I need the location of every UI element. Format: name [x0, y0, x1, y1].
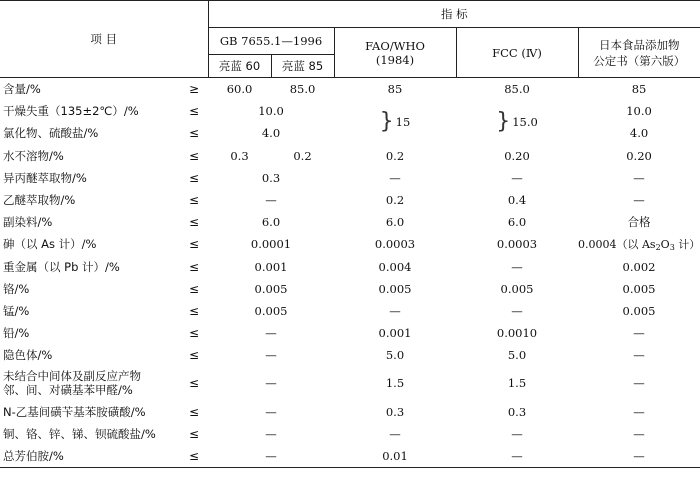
row-label: 砷（以 As 计）/% — [3, 237, 97, 252]
fcc-value: 0.20 — [504, 148, 530, 163]
gb60-value: 0.3 — [230, 148, 249, 163]
gb60-value: 60.0 — [226, 82, 253, 97]
fao-who-line2: (1984) — [375, 52, 415, 67]
gb-value: — — [265, 404, 277, 419]
row-label: 含量/% — [3, 82, 41, 97]
item-header: 项 目 — [0, 1, 208, 78]
gb85-value: 0.2 — [293, 148, 312, 163]
comparison-operator: ≤ — [188, 148, 200, 163]
gb-value: 10.0 — [258, 104, 284, 119]
right-brace-icon: } — [379, 109, 394, 135]
row-label: 锰/% — [3, 303, 30, 318]
row-label: 总芳伯胺/% — [0, 445, 180, 468]
fao-value: 0.001 — [378, 326, 412, 341]
fao-value: 0.2 — [385, 193, 405, 208]
row-label: 铬/% — [3, 281, 30, 296]
right-brace-icon: } — [496, 109, 511, 135]
gb-value: — — [265, 326, 277, 341]
gb-value: — — [208, 445, 334, 468]
fcc-merged-text: 15.0 — [512, 115, 538, 130]
gb-value: 0.3 — [261, 170, 281, 185]
fcc-value: — — [511, 303, 523, 318]
fcc-value: 0.0003 — [496, 237, 538, 252]
comparison-operator: ≤ — [188, 126, 200, 141]
gb-value: — — [265, 348, 277, 363]
jp-value: 0.005 — [622, 303, 656, 318]
table-row — [0, 211, 700, 233]
jp-value: 0.20 — [626, 148, 652, 163]
row-label: 氯化物、硫酸盐/% — [3, 126, 99, 141]
gb-sub-header-85: 亮蓝 85 — [271, 55, 334, 78]
fao-value: — — [389, 170, 401, 185]
fcc-value: — — [511, 170, 523, 185]
jp-subscript-2: 3 — [669, 243, 675, 253]
row-label: 铜、铬、锌、锑、钡硫酸盐/% — [3, 426, 156, 441]
row-label-line2: 邻、间、对磺基苯甲醛/% — [3, 383, 133, 398]
fao-value: 5.0 — [385, 348, 405, 363]
jp-value-mid: O — [660, 238, 670, 252]
jp-value: — — [633, 426, 645, 441]
fcc-value: 0.005 — [500, 281, 534, 296]
comparison-operator: ≤ — [188, 215, 200, 230]
gb-value: 0.0001 — [250, 237, 292, 252]
row-label: 异丙醚萃取物/% — [3, 170, 87, 185]
table-row — [0, 445, 700, 468]
table-row — [0, 300, 700, 322]
gb-value: 0.005 — [254, 303, 288, 318]
table-row — [0, 189, 700, 211]
comparison-operator: ≤ — [188, 237, 200, 252]
fao-value: 0.0003 — [374, 237, 416, 252]
comparison-operator: ≤ — [180, 445, 208, 468]
jp-value: — — [633, 193, 645, 208]
fao-value: 0.3 — [385, 404, 405, 419]
jp-header-line2: 公定书（第六版） — [593, 53, 686, 68]
jp-value: 合格 — [627, 215, 651, 230]
row-label: 副染料/% — [3, 215, 53, 230]
comparison-operator: ≤ — [188, 376, 200, 391]
row-label: N-乙基间磺苄基苯胺磺酸/% — [3, 404, 146, 419]
row-label: 铅/% — [3, 326, 30, 341]
fao-value: 0.005 — [378, 281, 412, 296]
gb-standard-header: GB 7655.1—1996 — [208, 28, 334, 55]
fcc-value: 5.0 — [507, 348, 527, 363]
gb85-value: 85.0 — [289, 82, 316, 97]
table-row — [0, 400, 700, 422]
jp-value: — — [633, 404, 645, 419]
comparison-operator: ≤ — [188, 104, 200, 119]
gb-value: 0.001 — [254, 259, 288, 274]
comparison-operator: ≤ — [188, 170, 200, 185]
jp-value — [578, 233, 700, 255]
gb-value: 4.0 — [261, 126, 281, 141]
comparison-operator: ≤ — [188, 326, 200, 341]
fao-value: — — [389, 303, 401, 318]
fao-value: — — [389, 426, 401, 441]
jp-value-tail: 计） — [674, 238, 700, 252]
fcc-value: 85.0 — [504, 82, 530, 97]
row-label: 重金属（以 Pb 计）/% — [3, 259, 120, 274]
fcc-value: — — [456, 445, 578, 468]
table-row — [0, 322, 700, 344]
fao-value: 85 — [387, 82, 403, 97]
comparison-operator: ≤ — [188, 426, 200, 441]
fao-value: 0.2 — [385, 148, 405, 163]
fao-who-header — [334, 28, 456, 78]
fao-value: 1.5 — [385, 376, 405, 391]
comparison-operator: ≤ — [188, 303, 200, 318]
comparison-operator: ≤ — [188, 348, 200, 363]
jp-value: 0.002 — [622, 259, 656, 274]
fcc-value: 6.0 — [507, 215, 527, 230]
fcc-value: 1.5 — [507, 376, 527, 391]
table-row — [0, 100, 700, 122]
table-row — [0, 256, 700, 278]
fao-value: 0.004 — [378, 259, 412, 274]
gb-value: — — [265, 426, 277, 441]
comparison-operator: ≤ — [188, 193, 200, 208]
jp-value: — — [633, 348, 645, 363]
indicator-header: 指 标 — [208, 1, 700, 28]
row-label — [0, 366, 180, 400]
gb-value: 6.0 — [261, 215, 281, 230]
jp-header-line1: 日本食品添加物 — [599, 37, 680, 52]
row-label: 水不溶物/% — [3, 148, 64, 163]
jp-value-text: 0.0004（以 As — [578, 238, 656, 252]
comparison-operator: ≤ — [188, 281, 200, 296]
table-row — [0, 167, 700, 189]
gb-value: — — [265, 376, 277, 391]
gb-value: — — [265, 193, 277, 208]
comparison-operator: ≤ — [188, 404, 200, 419]
fao-value: 6.0 — [385, 215, 405, 230]
table-row — [0, 145, 700, 167]
row-label: 干燥失重（135±2℃）/% — [3, 104, 139, 119]
jp-value: — — [633, 326, 645, 341]
jp-value: 0.005 — [622, 281, 656, 296]
jp-value: 4.0 — [629, 126, 649, 141]
jp-value: — — [633, 170, 645, 185]
comparison-operator: ≥ — [188, 82, 200, 97]
fao-who-line1: FAO/WHO — [365, 38, 425, 53]
fcc-value: — — [511, 426, 523, 441]
table-row — [0, 78, 700, 101]
table-row — [0, 344, 700, 366]
fao-value: 0.01 — [334, 445, 456, 468]
fcc-value: 0.4 — [507, 193, 527, 208]
gb-sub-header-60: 亮蓝 60 — [208, 55, 271, 78]
fcc-merged-value — [456, 100, 578, 144]
table-row — [0, 278, 700, 300]
gb-value: 0.005 — [254, 281, 288, 296]
jp-value: 85 — [631, 82, 647, 97]
table-row — [0, 233, 700, 255]
fcc-header: FCC (Ⅳ) — [456, 28, 578, 78]
jp-value: 10.0 — [626, 104, 652, 119]
table-body — [0, 78, 700, 468]
table-row — [0, 423, 700, 445]
fcc-value: 0.0010 — [496, 326, 538, 341]
fcc-value: — — [511, 259, 523, 274]
jp-value: — — [578, 445, 700, 468]
fao-merged-text: 15 — [395, 115, 411, 130]
jp-standard-header — [578, 28, 700, 78]
row-label: 乙醚萃取物/% — [3, 193, 76, 208]
fao-merged-value — [334, 100, 456, 144]
row-label-line1: 未结合中间体及副反应产物 — [3, 369, 141, 384]
jp-value: — — [633, 376, 645, 391]
table-row — [0, 366, 700, 400]
jp-subscript: 2 — [655, 243, 661, 253]
comparison-operator: ≤ — [188, 259, 200, 274]
row-label: 隐色体/% — [3, 348, 53, 363]
fcc-value: 0.3 — [507, 404, 527, 419]
